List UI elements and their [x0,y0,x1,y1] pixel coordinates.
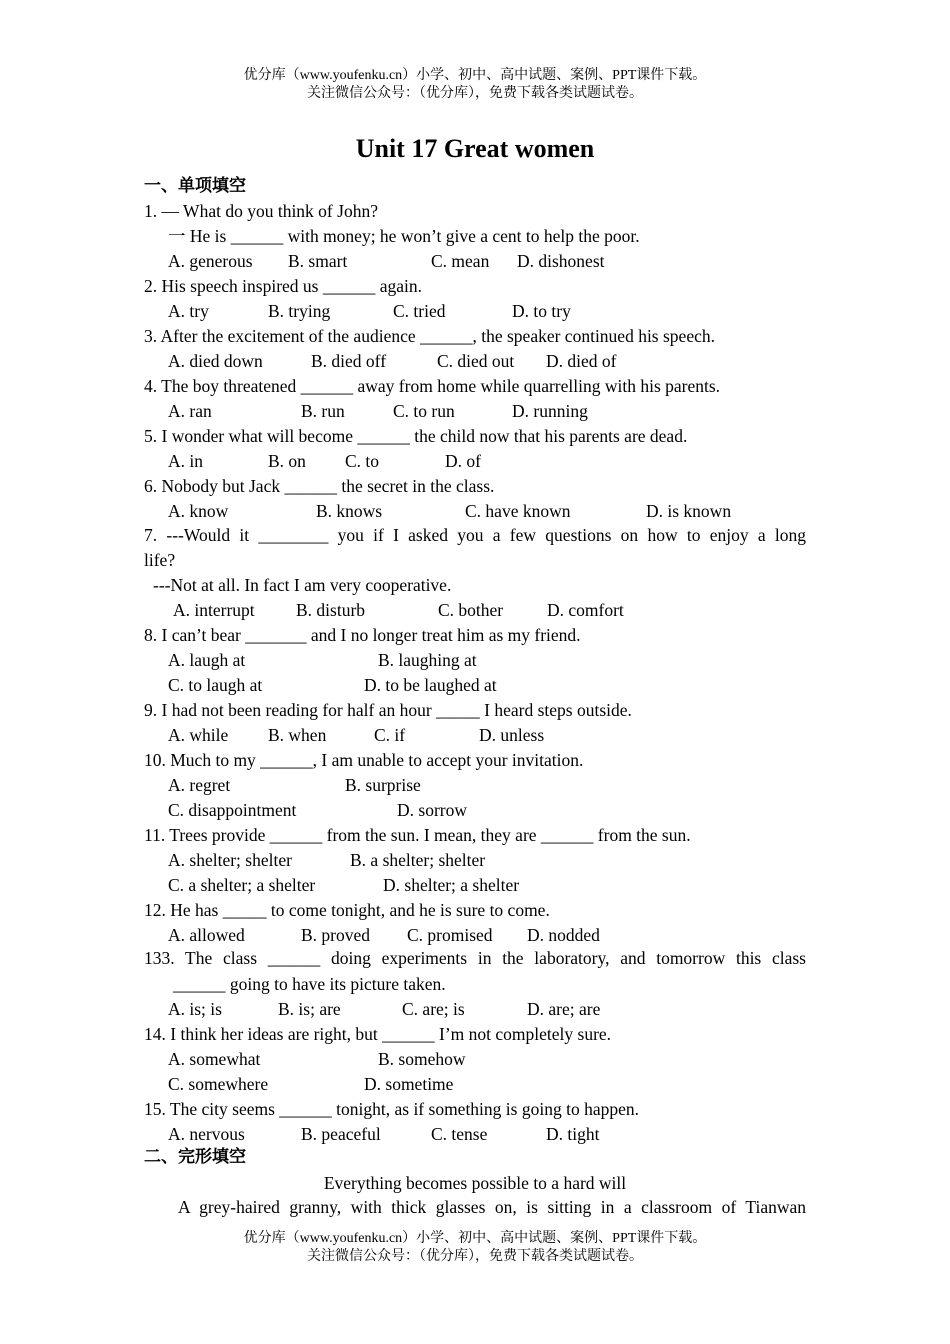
option-a: A. ran [168,401,212,421]
option-b: B. when [268,725,327,745]
option-a: A. died down [168,351,263,371]
option-c: C. promised [407,925,493,945]
option-a: A. while [168,725,229,745]
option-a: A. regret [168,775,231,795]
option-c: C. somewhere [168,1074,269,1094]
option-b: B. disturb [296,600,366,620]
option-d: D. of [445,451,481,471]
section-heading-single-choice: 一、单项填空 [144,176,246,196]
question-stem: 15. The city seems ______ tonight, as if something is going to happen. [144,1099,639,1119]
question-stem: 4. The boy threatened ______ away from home while quarrelling with his parents. [144,376,721,396]
question-stem-line-3: ---Not at all. In fact I am very cooperative. [153,575,452,595]
option-d: D. to try [512,301,571,321]
question-stem-line-2: life? [144,550,176,570]
header-line-1: 优分库（www.youfenku.cn）小学、初中、高中试题、案例、PPT课件下载。 [243,68,707,83]
option-b: B. on [268,451,306,471]
option-d: D. sometime [364,1074,454,1094]
question-stem: 2. His speech inspired us ______ again. [144,276,423,296]
option-c: C. a shelter; a shelter [168,875,316,895]
passage-first-line: A grey-haired granny, with thick glasses on, is sitting in a classroom of Tianwan [178,1197,806,1217]
option-b: B. peaceful [301,1124,381,1144]
option-c: C. mean [431,251,490,271]
option-b: B. laughing at [378,650,477,670]
question-stem: 11. Trees provide ______ from the sun. I mean, they are ______ from the sun. [144,825,691,845]
option-d: D. nodded [527,925,600,945]
question-stem: 9. I had not been reading for half an hour _____ I heard steps outside. [144,700,632,720]
option-a: A. nervous [168,1124,245,1144]
option-b: B. smart [288,251,348,271]
option-d: D. dishonest [517,251,605,271]
option-c: C. tense [431,1124,488,1144]
question-stem-line-2: ______ going to have its picture taken. [173,974,446,994]
option-c: C. bother [438,600,504,620]
question-stem: 5. I wonder what will become ______ the child now that his parents are dead. [144,426,688,446]
option-a: A. laugh at [168,650,246,670]
passage-title: Everything becomes possible to a hard will [323,1173,627,1193]
option-a: A. in [168,451,203,471]
option-c: C. died out [437,351,515,371]
section-heading-cloze: 二、完形填空 [144,1147,246,1167]
option-b: B. proved [301,925,371,945]
option-b: B. trying [268,301,331,321]
question-stem: 133. The class ______ doing experiments in the laboratory, and tomorrow this class [144,948,806,968]
option-d: D. comfort [547,600,624,620]
option-d: D. unless [479,725,545,745]
question-stem: 14. I think her ideas are right, but ______ I’m not completely sure. [144,1024,612,1044]
option-c: C. to run [393,401,455,421]
option-c: C. have known [465,501,571,521]
question-stem: 1. — What do you think of John? [144,201,378,221]
option-b: B. a shelter; shelter [350,850,486,870]
option-c: C. to [345,451,380,471]
question-stem: 6. Nobody but Jack ______ the secret in the class. [144,476,495,496]
option-b: B. died off [311,351,387,371]
option-a: A. know [168,501,229,521]
option-b: B. somehow [378,1049,466,1069]
page-title: Unit 17 Great women [355,134,595,163]
option-d: D. died of [546,351,617,371]
question-stem-line-2: 一 He is ______ with money; he won’t give a cent to help the poor. [168,226,640,246]
option-a: A. is; is [168,999,222,1019]
option-a: A. shelter; shelter [168,850,292,870]
option-a: A. allowed [168,925,245,945]
option-b: B. surprise [345,775,421,795]
question-stem: 8. I can’t bear _______ and I no longer treat him as my friend. [144,625,581,645]
option-c: C. tried [393,301,446,321]
option-d: D. sorrow [397,800,467,820]
option-a: A. generous [168,251,253,271]
question-stem: 3. After the excitement of the audience ______, the speaker continued his speech. [144,326,715,346]
option-a: A. try [168,301,209,321]
question-stem: 12. He has _____ to come tonight, and he is sure to come. [144,900,550,920]
footer-line-1: 优分库（www.youfenku.cn）小学、初中、高中试题、案例、PPT课件下载。 [243,1231,707,1246]
option-a: A. interrupt [173,600,255,620]
option-c: C. to laugh at [168,675,263,695]
option-a: A. somewhat [168,1049,261,1069]
option-d: D. are; are [527,999,601,1019]
option-d: D. running [512,401,588,421]
option-b: B. knows [316,501,383,521]
option-d: D. to be laughed at [364,675,497,695]
option-c: C. are; is [402,999,465,1019]
question-stem: 7. ---Would it ________ you if I asked you a few questions on how to enjoy a long [144,525,806,545]
footer-line-2: 关注微信公众号：（优分库），免费下载各类试题试卷。 [307,1249,643,1264]
option-b: B. run [301,401,345,421]
header-line-2: 关注微信公众号：（优分库），免费下载各类试题试卷。 [307,86,643,101]
option-d: D. shelter; a shelter [383,875,520,895]
question-stem: 10. Much to my ______, I am unable to accept your invitation. [144,750,584,770]
option-d: D. is known [646,501,732,521]
option-c: C. if [374,725,406,745]
option-d: D. tight [546,1124,600,1144]
option-b: B. is; are [278,999,341,1019]
option-c: C. disappointment [168,800,297,820]
